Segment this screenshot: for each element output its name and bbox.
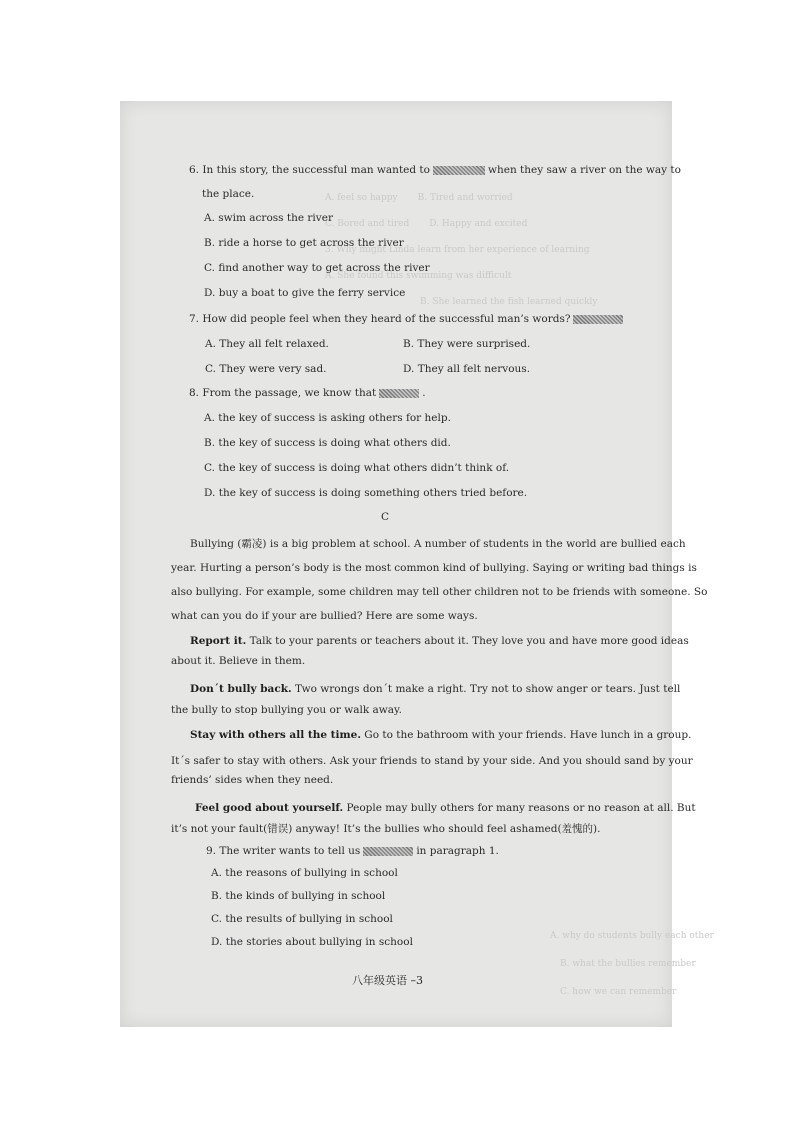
paragraph-line: It´s safer to stay with others. Ask your friends to stand by your side. And you should sand by your xyxy=(171,755,693,767)
paragraph-line: it’s not your fault(错误) anyway! It’s the bullies who should feel ashamed(羞愧的). xyxy=(171,823,601,835)
q9-option-c: C. the results of bullying in school xyxy=(211,913,393,925)
q6-stem-line2: the place. xyxy=(202,188,255,200)
bleed-through: C. Bored and tired D. Happy and excited xyxy=(325,219,528,229)
q7-option-a: A. They all felt relaxed. xyxy=(205,338,329,350)
bleed-through: A. She found this swimming was difficult xyxy=(325,271,512,281)
tip-heading-feel-good: Feel good about yourself. xyxy=(195,802,344,814)
q8-option-a: A. the key of success is asking others for help. xyxy=(204,412,451,424)
page-footer: 八年级英语 –3 xyxy=(352,974,423,987)
answer-blank[interactable] xyxy=(433,166,485,175)
q8-option-b: B. the key of success is doing what others did. xyxy=(204,437,451,449)
tip-text: Go to the bathroom with your friends. Have lunch in a group. xyxy=(360,729,692,741)
q8-stem-text: 8. From the passage, we know that xyxy=(189,387,377,399)
answer-blank[interactable] xyxy=(379,389,419,398)
tip-text: People may bully others for many reasons or no reason at all. But xyxy=(343,802,696,814)
q7-option-b: B. They were surprised. xyxy=(403,338,531,350)
q7-option-c: C. They were very sad. xyxy=(205,363,327,375)
bleed-through: A. why do students bully each other xyxy=(550,931,714,941)
paragraph-line: year. Hurting a person’s body is the most common kind of bullying. Saying or writing bad things is xyxy=(171,562,697,574)
tip-heading-stay-with-others: Stay with others all the time. xyxy=(190,729,361,741)
paragraph-line xyxy=(190,728,692,742)
q7-option-d: D. They all felt nervous. xyxy=(403,363,531,375)
q6-option-d: D. buy a boat to give the ferry service xyxy=(204,287,406,299)
q8-stem xyxy=(189,386,426,400)
q6-stem xyxy=(189,163,681,177)
q9-option-a: A. the reasons of bullying in school xyxy=(211,867,398,879)
q9-option-d: D. the stories about bullying in school xyxy=(211,936,413,948)
answer-blank[interactable] xyxy=(573,315,623,324)
paragraph-line xyxy=(190,634,689,648)
q7-stem xyxy=(189,312,626,326)
paragraph-line: what can you do if your are bullied? Here are some ways. xyxy=(171,610,478,622)
tip-text: Talk to your parents or teachers about it. They love you and have more good ideas xyxy=(246,635,689,647)
bleed-through: A. feel so happy B. Tired and worried xyxy=(325,193,513,203)
bleed-through: 3. Why might Linda learn from her experience of learning xyxy=(325,245,590,255)
bleed-through: C. how we can remember xyxy=(560,987,677,997)
paragraph-line xyxy=(190,682,681,696)
q6-option-b: B. ride a horse to get across the river xyxy=(204,237,404,249)
q9-option-b: B. the kinds of bullying in school xyxy=(211,890,386,902)
answer-blank[interactable] xyxy=(363,847,413,856)
paragraph-line: Bullying (霸凌) is a big problem at school. A number of students in the world are bullied each xyxy=(190,538,686,550)
tip-text: Two wrongs don´t make a right. Try not to show anger or tears. Just tell xyxy=(291,683,681,695)
q6-option-c: C. find another way to get across the river xyxy=(204,262,430,274)
q6-stem-part1: 6. In this story, the successful man wanted to xyxy=(189,164,430,176)
paragraph-line: the bully to stop bullying you or walk away. xyxy=(171,704,402,716)
q7-stem-text: 7. How did people feel when they heard of the successful man’s words? xyxy=(189,313,571,325)
q6-stem-part2: when they saw a river on the way to xyxy=(487,164,681,176)
bleed-through: B. She learned the fish learned quickly xyxy=(420,297,598,307)
section-heading: C xyxy=(381,511,390,523)
q8-stem-end: . xyxy=(422,387,426,399)
tip-heading-dont-bully: Don´t bully back. xyxy=(190,683,292,695)
q9-stem-part2: in paragraph 1. xyxy=(416,845,499,857)
tip-heading-report: Report it. xyxy=(190,635,247,647)
paragraph-line: about it. Believe in them. xyxy=(171,655,306,667)
paragraph-line xyxy=(195,801,696,815)
bleed-through: B. what the bullies remember xyxy=(560,959,696,969)
exam-page xyxy=(120,101,714,1027)
q8-option-c: C. the key of success is doing what others didn’t think of. xyxy=(204,462,510,474)
paragraph-line: friends’ sides when they need. xyxy=(171,774,334,786)
q6-option-a: A. swim across the river xyxy=(204,212,333,224)
q9-stem xyxy=(206,844,499,858)
paragraph-line: also bullying. For example, some children may tell other children not to be friends with someone. So xyxy=(171,586,708,598)
q8-option-d: D. the key of success is doing something others tried before. xyxy=(204,487,528,499)
q9-stem-part1: 9. The writer wants to tell us xyxy=(206,845,361,857)
